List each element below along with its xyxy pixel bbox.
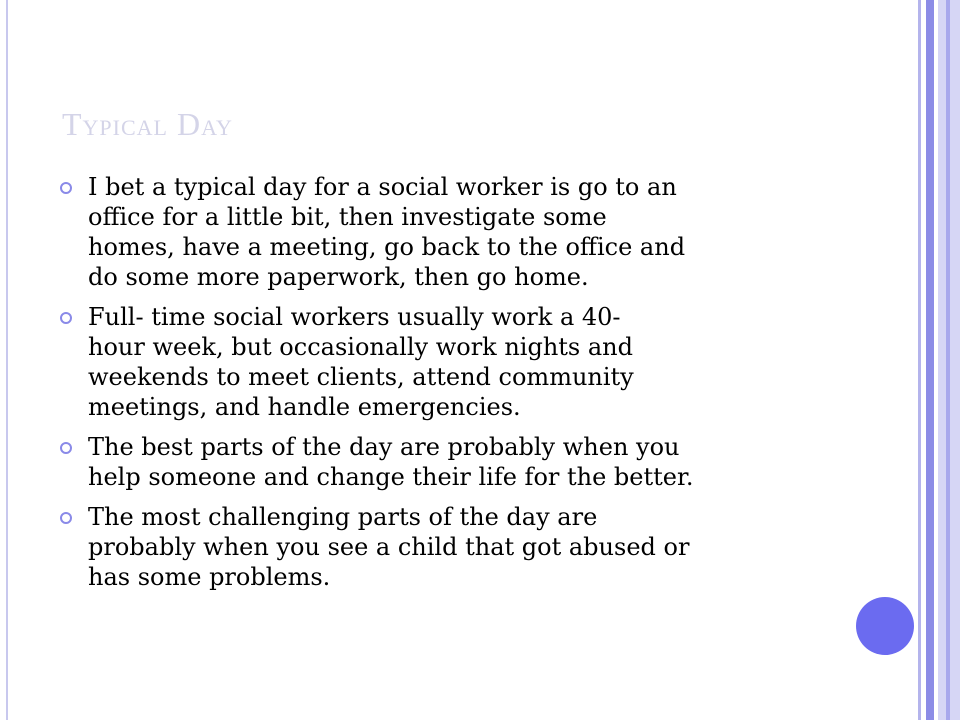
bullet-item [60, 432, 820, 492]
right-frame-line [918, 0, 921, 720]
bullet-text: Full- time social workers usually work a 40- hour week, but occasionally work nights and weekends to meet clients, attend community meetings, and handle emergencies. [88, 303, 634, 421]
bullet-item [60, 172, 820, 292]
bullet-circle-icon [60, 512, 72, 524]
bullet-text: The most challenging parts of the day are probably when you see a child that got abused or has some problems. [88, 503, 690, 591]
slide-title: Typical Day [62, 106, 233, 142]
bullet-text: The best parts of the day are probably when you help someone and change their life for the better. [88, 433, 694, 491]
bullet-list [60, 172, 820, 602]
bullet-circle-icon [60, 182, 72, 194]
bullet-text: I bet a typical day for a social worker is go to an office for a little bit, then investigate some homes, have a meeting, go back to the office and do some more paperwork, then go home. [88, 173, 686, 291]
left-frame-line [6, 0, 8, 720]
accent-circle [856, 597, 914, 655]
right-frame-edge-line [946, 0, 950, 720]
right-frame-band [926, 0, 934, 720]
bullet-item [60, 502, 820, 592]
bullet-item [60, 302, 820, 422]
bullet-circle-icon [60, 312, 72, 324]
bullet-circle-icon [60, 442, 72, 454]
